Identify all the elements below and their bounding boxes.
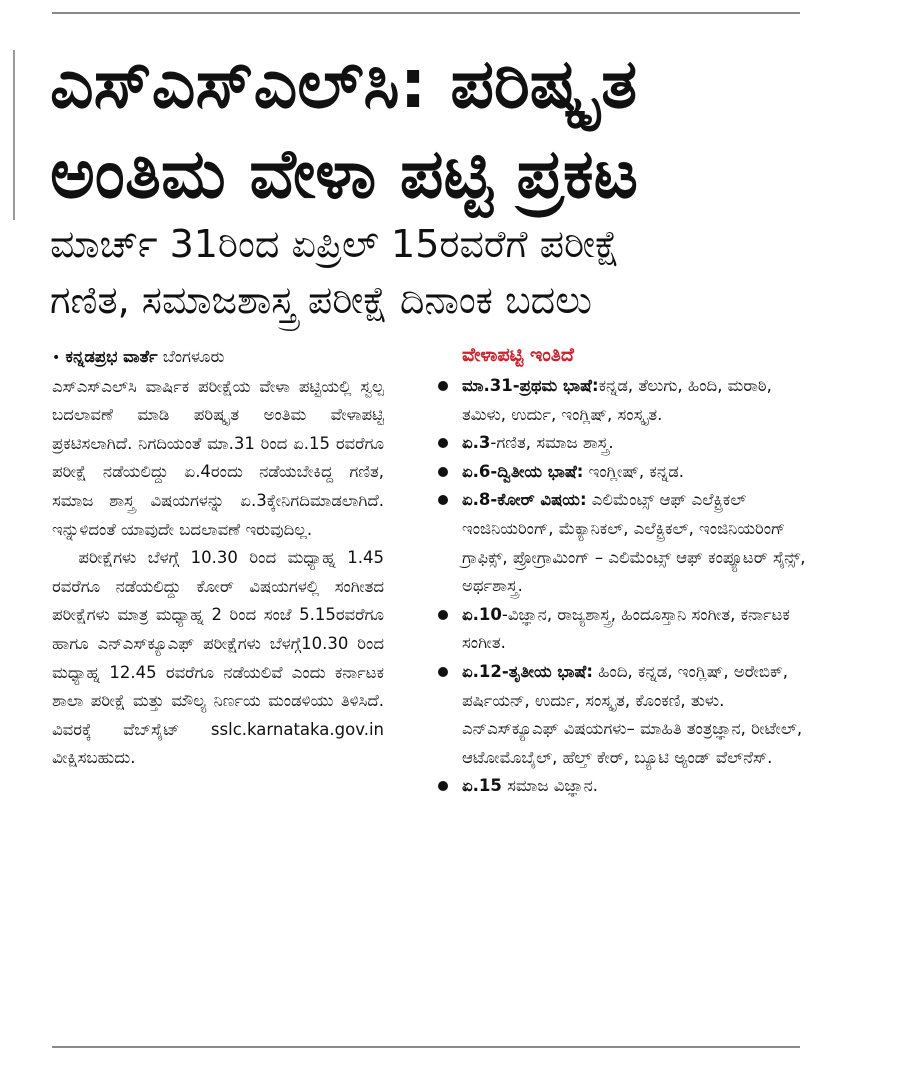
bullet-icon: [438, 381, 448, 391]
schedule-item: [436, 429, 808, 458]
schedule-item: [436, 772, 808, 801]
article-paragraph-1: ಎಸ್‌ಎಸ್‌ಎಲ್‌ಸಿ ವಾರ್ಷಿಕ ಪರೀಕ್ಷೆಯ ವೇಳಾ ಪಟ್ಟಿಯಲ್ಲಿ ಸ್ವಲ್ಪ ಬದಲಾವಣೆ ಮಾಡಿ ಪರಿಷ್ಕೃತ ಅಂತಿಮ ವೇಳಾಪಟ್ಟಿ ಪ್ರಕಟಿಸಲಾಗಿದೆ. ನಿಗದಿಯಂತೆ ಮಾ.31 ರಿಂದ ಏ.15 ರವರೆಗೂ ಪರೀಕ್ಷೆ ನಡೆಯಲಿದ್ದು ಏ.4ರಂದು ನಡೆಯಬೇಕಿದ್ದ ಗಣಿತ, ಸಮಾಜ ಶಾಸ್ತ್ರ ವಿಷಯಗಳನ್ನು ಏ.3ಕ್ಕೇನಿಗದಿಮಾಡಲಾಗಿದೆ. ಇನ್ನುಳಿದಂತೆ ಯಾವುದೇ ಬದಲಾವಣೆ ಇರುವುದಿಲ್ಲ.: [52, 376, 384, 539]
schedule-subjects: ಕನ್ನಡ, ತೆಲುಗು, ಹಿಂದಿ, ಮರಾಠಿ, ತಮಿಳು, ಉರ್ದು, ಇಂಗ್ಲಿಷ್, ಸಂಸ್ಕೃತ.: [462, 376, 772, 424]
schedule-subjects: ಸಮಾಜ ವಿಜ್ಞಾನ.: [501, 776, 598, 796]
schedule-subjects: -ವಿಜ್ಞಾನ, ರಾಜ್ಯಶಾಸ್ತ್ರ, ಹಿಂದೂಸ್ತಾನಿ ಸಂಗೀತ, ಕರ್ನಾಟಕ ಸಂಗೀತ.: [462, 604, 790, 653]
schedule-item: [436, 486, 808, 600]
schedule-date: ಏ.15: [462, 776, 502, 796]
headline: [50, 40, 810, 220]
subheadline-line-2: ಗಣಿತ, ಸಮಾಜಶಾಸ್ತ್ರ ಪರೀಕ್ಷೆ ದಿನಾಂಕ ಬದಲು: [50, 278, 592, 322]
left-rule: [13, 50, 15, 220]
schedule-date: ಏ.6-ದ್ವಿತೀಯ ಭಾಷೆ:: [462, 461, 584, 481]
schedule-item: [436, 601, 808, 658]
subheadline: [50, 216, 810, 328]
schedule-item: [436, 458, 808, 487]
bullet-icon: [438, 438, 448, 448]
byline-source: ಕನ್ನಡಪ್ರಭ ವಾರ್ತೆ: [65, 347, 158, 366]
byline-bullet: •: [52, 350, 61, 366]
bottom-rule: [52, 1046, 800, 1048]
schedule-subjects: -ಗಣಿತ, ಸಮಾಜ ಶಾಸ್ತ್ರ.: [490, 433, 614, 453]
headline-line-2: ಅಂತಿಮ ವೇಳಾ ಪಟ್ಟಿ ಪ್ರಕಟ: [50, 135, 639, 214]
schedule-subjects: ಹಿಂದಿ, ಕನ್ನಡ, ಇಂಗ್ಲಿಷ್, ಅರೇಬಿಕ್, ಪರ್ಷಿಯನ್, ಉರ್ದು, ಸಂಸ್ಕೃತ, ಕೊಂಕಣಿ, ತುಳು. ಎನ್‌ಎಸ್‌ಕ್ಯೂಎಫ್ ವಿಷಯಗಳು– ಮಾಹಿತಿ ತಂತ್ರಜ್ಞಾನ, ರೀಟೇಲ್, ಆಟೋಮೊಬೈಲ್, ಹೆಲ್ತ್ ಕೇರ್, ಬ್ಯೂಟಿ ಅ್ಯಂಡ್ ವೆಲ್‌ನೆಸ್.: [462, 661, 803, 767]
schedule-date: ಏ.10: [462, 604, 502, 624]
schedule-subjects: ಎಲಿಮೆಂಟ್ಸ್ ಆಫ್ ಎಲೆಕ್ಟ್ರಿಕಲ್ ಇಂಜಿನಿಯರಿಂಗ್, ಮೆಕ್ಯಾನಿಕಲ್, ಎಲೆಕ್ಟ್ರಿಕಲ್, ಇಂಜಿನಿಯರಿಂಗ್ ಗ್ರಾಫಿಕ್ಸ್, ಪ್ರೋಗ್ರಾಮಿಂಗ್ – ಎಲಿಮೆಂಟ್ಸ್ ಆಫ್ ಕಂಪ್ಯೂಟರ್ ಸೈನ್ಸ್, ಅರ್ಥಶಾಸ್ತ್ರ.: [462, 490, 806, 596]
article-paragraph-2: ಪರೀಕ್ಷೆಗಳು ಬೆಳಗ್ಗೆ 10.30 ರಿಂದ ಮಧ್ಯಾಹ್ನ 1.45 ರವರೆಗೂ ನಡೆಯಲಿದ್ದು ಕೋರ್ ವಿಷಯಗಳಲ್ಲಿ ಸಂಗೀತದ ಪರೀಕ್ಷೆಗಳು ಮಾತ್ರ ಮಧ್ಯಾಹ್ನ 2 ರಿಂದ ಸಂಜೆ 5.15ರವರೆಗೂ ಹಾಗೂ ಎನ್‌ಎಸ್‌ಕ್ಯೂಎಫ್ ಪರೀಕ್ಷೆಗಳು ಬೆಳಗ್ಗೆ10.30 ರಿಂದ ಮಧ್ಯಾಹ್ನ 12.45 ರವರೆಗೂ ನಡೆಯಲಿವೆ ಎಂದು ಕರ್ನಾಟಕ ಶಾಲಾ ಪರೀಕ್ಷೆ ಮತ್ತು ಮೌಲ್ಯ ನಿರ್ಣಯ ಮಂಡಳಿಯು ತಿಳಿಸಿದೆ. ವಿವರಕ್ಕೆ ವೆಬ್‌ಸೈಟ್ sslc.karnataka.gov.in ವೀಕ್ಷಿಸಬಹುದು.: [52, 548, 384, 768]
headline-line-1: ಎಸ್‌ಎಸ್‌ಎಲ್‌ಸಿ: ಪರಿಷ್ಕೃತ: [50, 45, 638, 124]
schedule-date: ಮಾ.31-ಪ್ರಥಮ ಭಾಷೆ:: [462, 376, 599, 395]
schedule-date: ಏ.3: [462, 433, 491, 453]
schedule-subjects: ಇಂಗ್ಲೀಷ್, ಕನ್ನಡ.: [583, 461, 685, 481]
schedule-list: [436, 372, 808, 801]
bullet-icon: [438, 467, 448, 477]
bullet-icon: [438, 610, 448, 620]
bullet-icon: [438, 667, 448, 677]
byline-place: ಬೆಂಗಳೂರು: [162, 347, 225, 366]
schedule-item: [436, 658, 808, 772]
bullet-icon: [438, 495, 448, 505]
schedule-title: ವೇಳಾಪಟ್ಟಿ ಇಂತಿದೆ: [462, 344, 574, 366]
schedule-date: ಏ.8-ಕೋರ್ ವಿಷಯ:: [462, 490, 587, 510]
article-body: [52, 343, 384, 773]
bullet-icon: [438, 781, 448, 791]
schedule-date: ಏ.12-ತೃತೀಯ ಭಾಷೆ:: [462, 661, 593, 681]
schedule-item: [436, 372, 808, 429]
subheadline-line-1: ಮಾರ್ಚ್ 31ರಿಂದ ಏಪ್ರಿಲ್ 15ರವರೆಗೆ ಪರೀಕ್ಷೆ: [50, 222, 620, 266]
schedule-box: [436, 340, 808, 801]
top-rule: [52, 12, 800, 14]
byline: [52, 343, 384, 373]
